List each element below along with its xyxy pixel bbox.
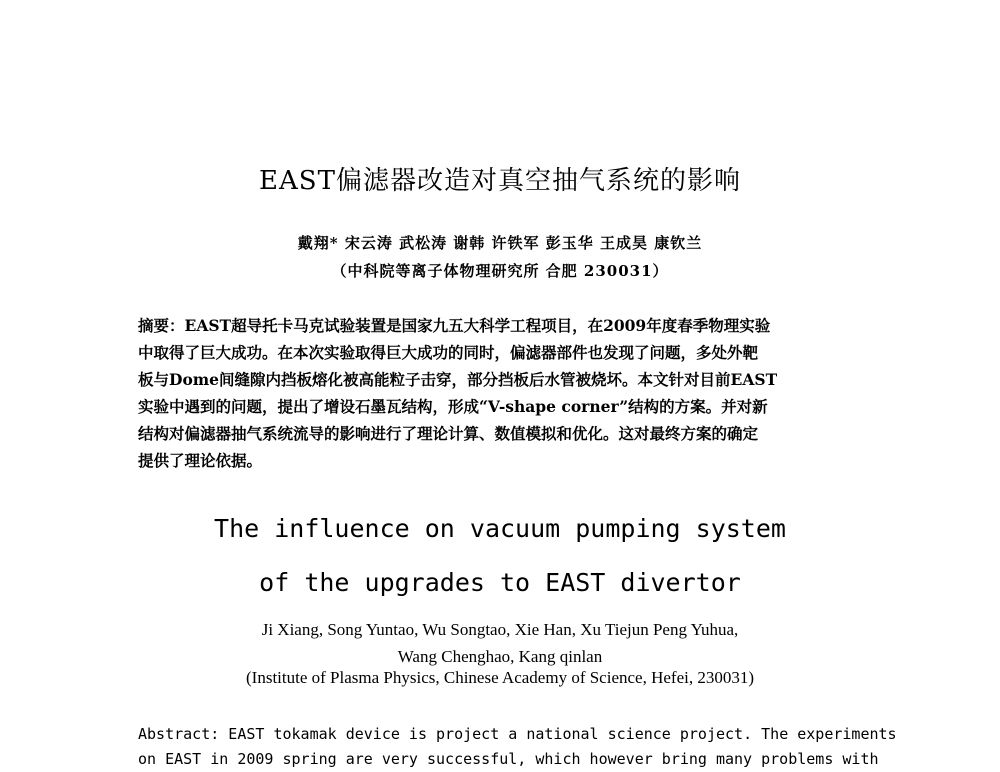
chinese-abstract-line: 板与Dome间缝隙内挡板熔化被高能粒子击穿，部分挡板后水管被烧坏。本文针对目前EAST (138, 370, 778, 389)
chinese-abstract (138, 312, 862, 474)
chinese-abstract-line: 提供了理论依据。 (138, 451, 263, 470)
abstract-label: Abstract: (138, 725, 220, 743)
english-authors (0, 616, 1000, 670)
english-affiliation: (Institute of Plasma Physics, Chinese Academy of Science, Hefei, 230031) (246, 668, 754, 687)
chinese-affiliation: （中科院等离子体物理研究所 合肥 230031） (331, 262, 669, 280)
english-abstract-line-1 (138, 722, 897, 747)
chinese-authors: 戴翔* 宋云涛 武松涛 谢韩 许铁军 彭玉华 王成昊 康钦兰 (297, 234, 703, 252)
english-title-line-2: of the upgrades to EAST divertor (259, 568, 741, 597)
english-authors-line-2: Wang Chenghao, Kang qinlan (397, 647, 603, 666)
chinese-abstract-line: 实验中遇到的问题，提出了增设石墨瓦结构，形成“V-shape corner”结构的方案。并对新 (138, 397, 768, 416)
english-authors-line-1: Ji Xiang, Song Yuntao, Wu Songtao, Xie Han, Xu Tiejun Peng Yuhua, (261, 620, 739, 639)
english-abstract-line-2: on EAST in 2009 spring are very successful, which however bring many problems with (138, 750, 879, 768)
chinese-abstract-line: 摘要：EAST超导托卡马克试验装置是国家九五大科学工程项目，在2009年度春季物理实验 (138, 316, 771, 335)
chinese-title: EAST偏滤器改造对真空抽气系统的影响 (259, 166, 741, 196)
english-title-line-1: The influence on vacuum pumping system (214, 514, 786, 543)
chinese-abstract-line: 中取得了巨大成功。在本次实验取得巨大成功的同时，偏滤器部件也发现了问题，多处外靶 (138, 343, 759, 362)
english-abstract-text: EAST tokamak device is project a national science project. The experiments (219, 725, 897, 743)
chinese-abstract-line: 结构对偏滤器抽气系统流导的影响进行了理论计算、数值模拟和优化。这对最终方案的确定 (138, 424, 759, 443)
english-abstract (138, 722, 897, 772)
